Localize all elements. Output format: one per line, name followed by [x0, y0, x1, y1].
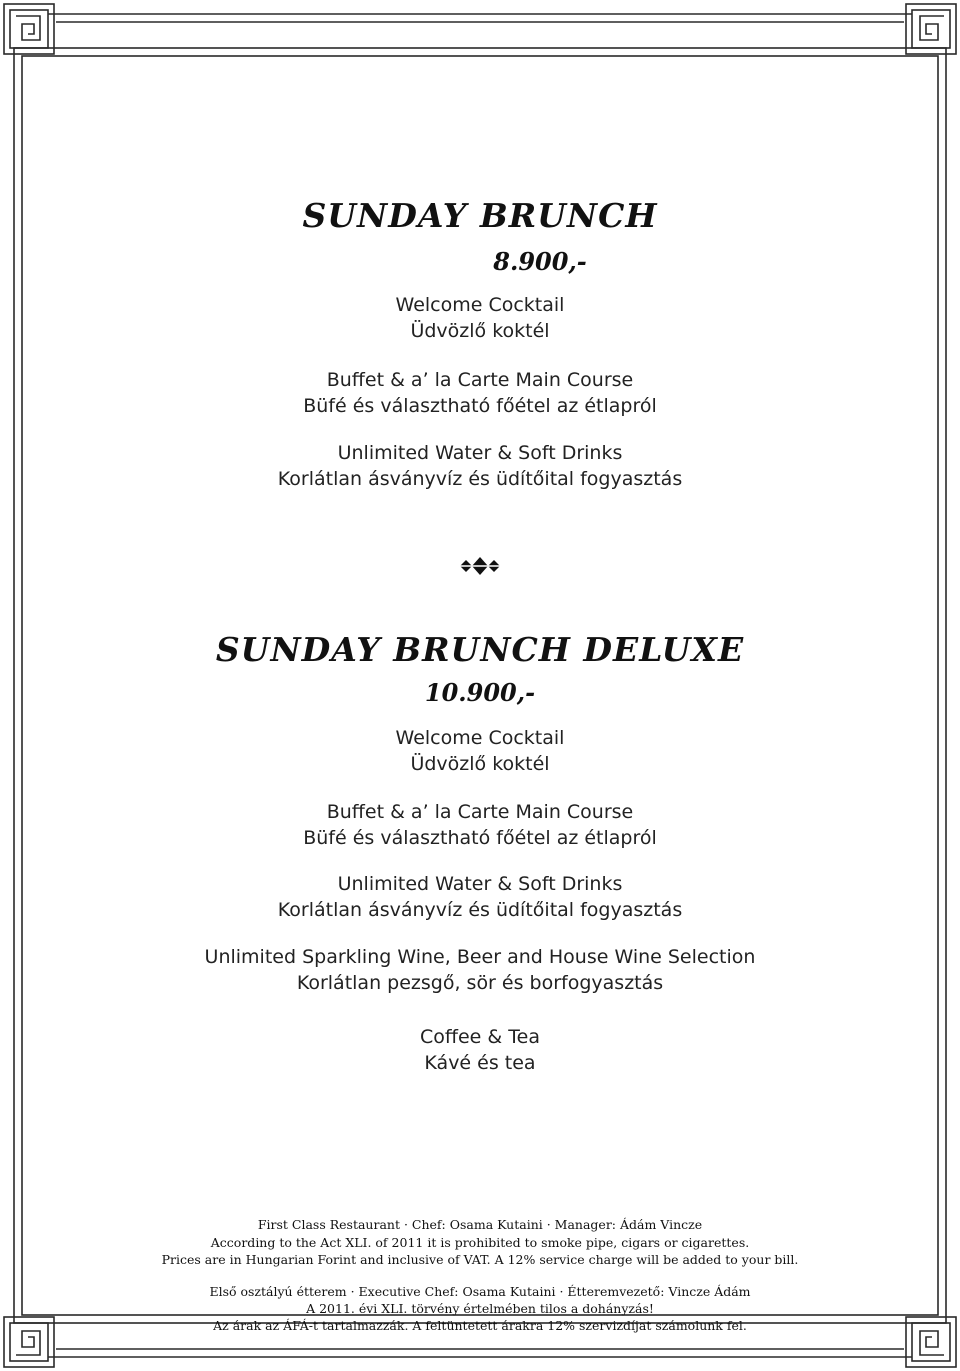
section1-price: 8.900,-: [493, 247, 587, 276]
footer-line-en: According to the Act XLI. of 2011 it is prohibited to smoke pipe, cigars or cigarettes.: [210, 1235, 750, 1250]
section2-item-en: Buffet & a’ la Carte Main Course: [326, 801, 634, 823]
greek-key-corner-icon: [4, 4, 54, 54]
greek-key-corner-icon: [906, 4, 956, 54]
section1-item-en: Welcome Cocktail: [395, 294, 565, 316]
section2-item-en: Welcome Cocktail: [395, 727, 565, 749]
footer-line-en: Prices are in Hungarian Forint and inclusive of VAT. A 12% service charge will be added to your bill.: [161, 1252, 799, 1267]
section2-item-hu: Üdvözlő koktél: [410, 753, 550, 775]
section2-item-hu: Kávé és tea: [424, 1052, 536, 1074]
section2-price: 10.900,-: [424, 678, 536, 707]
diamond-ornament-icon: [450, 556, 510, 576]
section1-item-hu: Üdvözlő koktél: [410, 320, 550, 342]
section1-item-hu: Büfé és választható főétel az étlapról: [303, 395, 657, 417]
section2-item-hu: Korlátlan ásványvíz és üdítőital fogyasztás: [277, 899, 683, 921]
section2-item-en: Unlimited Sparkling Wine, Beer and House Wine Selection: [204, 946, 756, 968]
footer-line-hu: Az árak az ÁFÁ-t tartalmazzák. A feltüntetett árakra 12% szervizdíjat számolunk fel.: [213, 1318, 747, 1333]
section2-item-hu: Büfé és választható főétel az étlapról: [303, 827, 657, 849]
section1-title: SUNDAY BRUNCH: [302, 196, 658, 235]
section1-item-en: Unlimited Water & Soft Drinks: [337, 442, 623, 464]
section2-item-hu: Korlátlan pezsgő, sör és borfogyasztás: [296, 972, 664, 994]
section2-item-en: Unlimited Water & Soft Drinks: [337, 873, 623, 895]
section2-item-en: Coffee & Tea: [420, 1026, 540, 1048]
footer-line-hu: A 2011. évi XLI. törvény értelmében tilos a dohányzás!: [306, 1301, 654, 1316]
footer-line-hu: Első osztályú étterem · Executive Chef: Osama Kutaini · Étteremvezető: Vincze Ádám: [209, 1284, 751, 1299]
section1-item-hu: Korlátlan ásványvíz és üdítőital fogyasztás: [277, 468, 683, 490]
section1-item-en: Buffet & a’ la Carte Main Course: [326, 369, 634, 391]
footer-line-en: First Class Restaurant · Chef: Osama Kutaini · Manager: Ádám Vincze: [257, 1217, 703, 1232]
section2-title: SUNDAY BRUNCH DELUXE: [215, 630, 745, 669]
